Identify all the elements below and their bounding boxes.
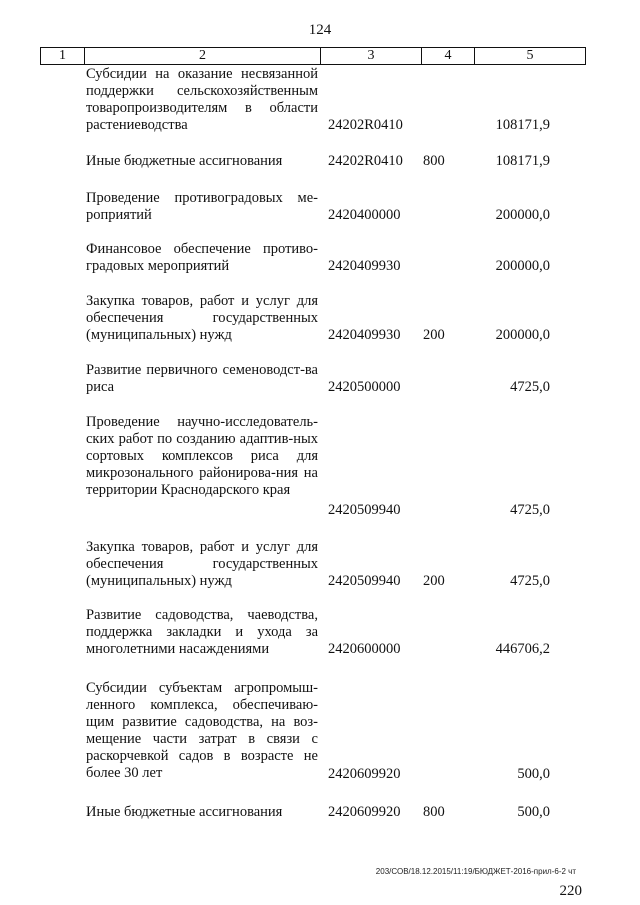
- row-type: 800: [423, 153, 445, 169]
- row-code: 2420609920: [328, 804, 401, 820]
- row-description: Финансовое обеспечение противо-градовых мероприятий: [86, 241, 318, 274]
- row-code: 2420600000: [328, 641, 401, 657]
- row-description: Субсидии субъектам агропромыш-ленного комплекса, обеспечиваю-щим развитие садоводства, на воз-мещение части затрат в связи с раскорчевкой садов в возрасте не более 30 лет: [86, 680, 318, 781]
- row-amount: 4725,0: [510, 573, 550, 589]
- row-description: Иные бюджетные ассигнования: [86, 804, 283, 820]
- row-description: Иные бюджетные ассигнования: [86, 153, 283, 169]
- row-amount: 500,0: [517, 804, 550, 820]
- row-code: 24202R0410: [328, 153, 403, 169]
- row-amount: 200000,0: [495, 258, 550, 274]
- row-description: Закупка товаров, работ и услуг для обеспечения государственных (муниципальных) нужд: [86, 539, 318, 589]
- row-description: Проведение научно-исследователь-ских работ по созданию адаптив-ных сортовых комплексов риса для микрозонального районирова-ния на территории Краснодарского края: [86, 414, 318, 498]
- row-code: 2420609920: [328, 766, 401, 782]
- header-col-4: 4: [422, 48, 475, 64]
- row-amount: 500,0: [517, 766, 550, 782]
- row-type: 200: [423, 327, 445, 343]
- row-amount: 200000,0: [495, 327, 550, 343]
- row-description: Проведение противоградовых ме-роприятий: [86, 190, 318, 223]
- row-amount: 108171,9: [495, 117, 550, 133]
- row-type: 200: [423, 573, 445, 589]
- row-description: Закупка товаров, работ и услуг для обеспечения государственных (муниципальных) нужд: [86, 293, 318, 343]
- header-col-5: 5: [526, 48, 534, 63]
- row-amount: 4725,0: [510, 379, 550, 395]
- row-type: 800: [423, 804, 445, 820]
- page-number-top: 124: [308, 22, 332, 38]
- row-code: 24202R0410: [328, 117, 403, 133]
- header-col-3: 3: [321, 48, 422, 64]
- row-code: 2420509940: [328, 573, 401, 589]
- row-code: 2420409930: [328, 258, 401, 274]
- row-code: 2420500000: [328, 379, 401, 395]
- row-code: 2420509940: [328, 502, 401, 518]
- row-code: 2420409930: [328, 327, 401, 343]
- row-amount: 446706,2: [495, 641, 550, 657]
- row-description: Развитие садоводства, чаеводства, поддержка закладки и ухода за многолетними насаждениями: [86, 607, 318, 657]
- header-col-1: 1: [41, 48, 85, 64]
- row-amount: 4725,0: [510, 502, 550, 518]
- row-amount: 108171,9: [495, 153, 550, 169]
- header-col-2: 2: [85, 48, 321, 64]
- row-description: Субсидии на оказание несвязанной поддержки сельскохозяйственным товаропроизводителям в области растениеводства: [86, 66, 318, 133]
- page-number-bottom: 220: [559, 883, 582, 899]
- row-amount: 200000,0: [495, 207, 550, 223]
- row-code: 2420400000: [328, 207, 401, 223]
- row-description: Развитие первичного семеноводст-ва риса: [86, 362, 318, 395]
- footer-stamp: 203/СОВ/18.12.2015/11:19/БЮДЖЕТ-2016-прил-6-2 чт: [375, 867, 576, 876]
